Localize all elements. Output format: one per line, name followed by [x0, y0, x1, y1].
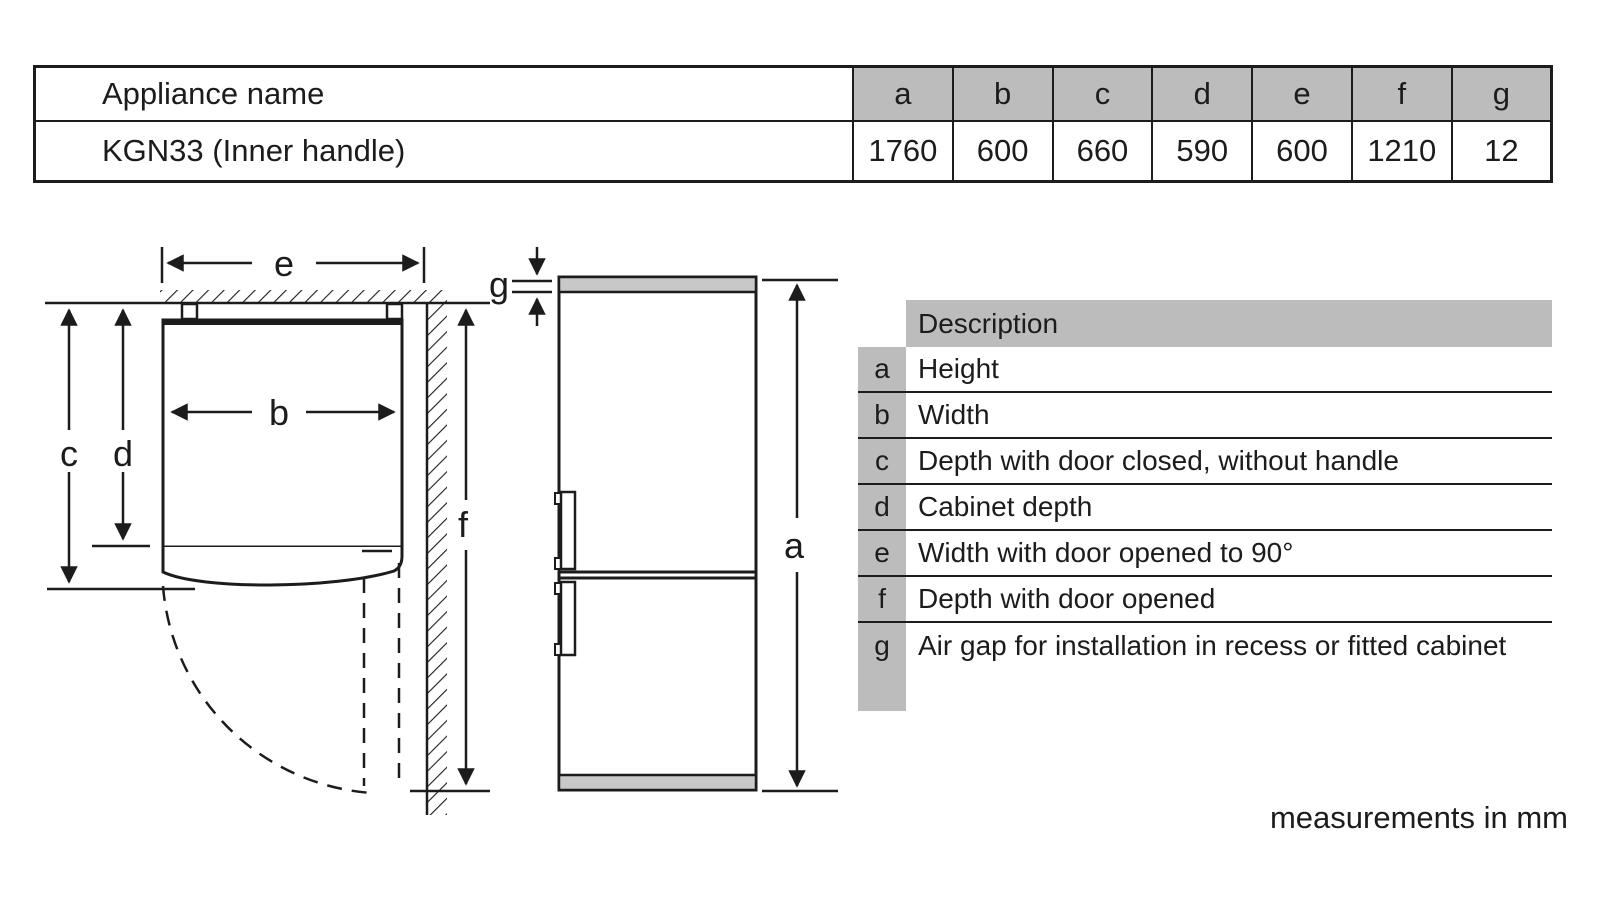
row-text: Width with door opened to 90°: [918, 537, 1294, 568]
fridge-front-view: [555, 277, 756, 790]
description-row-f: [858, 577, 1552, 623]
row-key: a: [858, 347, 906, 391]
row-key: f: [858, 577, 906, 621]
dim-c-label: c: [60, 433, 78, 474]
hinge-right: [387, 304, 402, 319]
description-key-column-tail: [858, 669, 906, 711]
row-key: e: [858, 531, 906, 575]
row-key: g: [858, 623, 906, 669]
dim-f: [410, 310, 490, 791]
description-table: [858, 300, 1552, 711]
dim-d-label: d: [112, 433, 134, 474]
description-row-d: [858, 485, 1552, 531]
col-header-d: d: [1152, 67, 1252, 122]
row-text: Air gap for installation in recess or fitted cabinet: [918, 630, 1507, 661]
col-header-f: f: [1352, 67, 1452, 122]
dim-e: [162, 243, 424, 284]
col-header-c: c: [1053, 67, 1153, 122]
row-text: Width: [918, 399, 990, 430]
spec-table-value-row: [35, 121, 1552, 182]
dim-f-label: f: [457, 504, 469, 545]
value-c: 660: [1053, 121, 1153, 182]
dimension-diagram: [0, 200, 860, 900]
air-gap-strip: [559, 277, 756, 292]
dim-b-label: b: [268, 392, 290, 433]
row-text: Height: [918, 353, 999, 384]
description-row-g: [858, 623, 1552, 669]
spec-table-header-row: [35, 67, 1552, 122]
description-row-e: [858, 531, 1552, 577]
col-header-a: a: [853, 67, 953, 122]
description-header-row: [858, 300, 1552, 347]
description-row-c: [858, 439, 1552, 485]
appliance-name-header: Appliance name: [35, 67, 854, 122]
plinth-strip: [559, 775, 756, 790]
row-key: b: [858, 393, 906, 437]
spec-table: [33, 65, 1553, 183]
hinge-left: [182, 304, 197, 319]
description-row-a: [858, 347, 1552, 393]
row-key: c: [858, 439, 906, 483]
units-footnote: measurements in mm: [1269, 800, 1568, 835]
description-header: Description: [906, 300, 1552, 347]
description-row-b: [858, 393, 1552, 439]
value-f: 1210: [1352, 121, 1452, 182]
value-e: 600: [1252, 121, 1352, 182]
dim-g-label: g: [488, 264, 510, 305]
dim-a: [762, 280, 838, 791]
col-header-b: b: [953, 67, 1053, 122]
dim-a-label: a: [783, 525, 805, 566]
row-key: d: [858, 485, 906, 529]
row-text: Depth with door closed, without handle: [918, 445, 1399, 476]
row-text: Depth with door opened: [918, 583, 1216, 614]
dim-e-label: e: [273, 243, 295, 284]
door-swing-arc: [163, 586, 372, 793]
row-text: Cabinet depth: [918, 491, 1093, 522]
appliance-name-value: KGN33 (Inner handle): [35, 121, 854, 182]
dim-d: [92, 310, 150, 546]
value-b: 600: [953, 121, 1053, 182]
col-header-g: g: [1452, 67, 1552, 122]
dim-g: [489, 247, 552, 326]
door-top-view: [163, 547, 402, 793]
value-d: 590: [1152, 121, 1252, 182]
description-header-spacer: [858, 300, 906, 347]
value-g: 12: [1452, 121, 1552, 182]
value-a: 1760: [853, 121, 953, 182]
col-header-e: e: [1252, 67, 1352, 122]
